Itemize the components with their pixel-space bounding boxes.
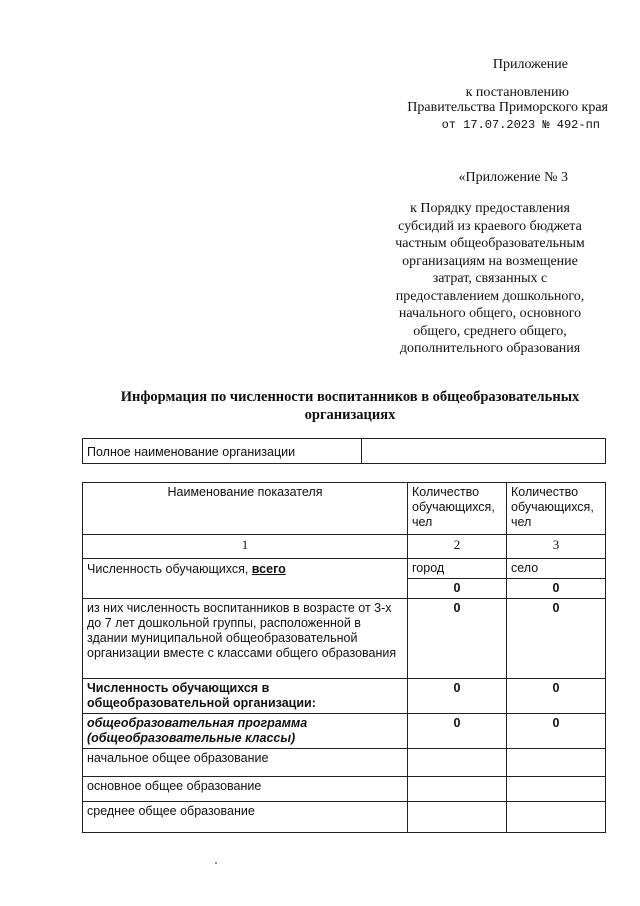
column-number-2: 2	[408, 535, 507, 559]
organization-table	[82, 438, 606, 464]
appendix-3-line: субсидий из краевого бюджета	[398, 218, 582, 234]
row-general-org-label: Численность обучающихся в общеобразовательной организации:	[83, 679, 408, 714]
appendix-3-title: «Приложение № 3	[458, 170, 568, 185]
appendix-3-line: предоставлением дошкольного,	[395, 288, 585, 304]
row-basic-village[interactable]	[507, 777, 606, 802]
government-name: Правительства Приморского края	[407, 100, 608, 115]
appendix-3-line: дополнительного образования	[399, 341, 581, 356]
organization-name-label: Полное наименование организации	[83, 439, 362, 464]
row-basic-city[interactable]	[408, 777, 507, 802]
row-secondary-city[interactable]	[408, 802, 507, 833]
row-total-village-value: 0	[507, 579, 606, 599]
document-title-line: организациях	[304, 407, 396, 423]
row-total-village: село	[507, 559, 606, 579]
appendix-3-line: организациям на возмещение	[402, 253, 578, 269]
row-secondary-label: среднее общее образование	[83, 802, 408, 833]
appendix-3-line: начального общего, основного	[398, 306, 582, 321]
column-number-1: 1	[83, 535, 408, 559]
appendix-3-line: затрат, связанных с	[432, 271, 548, 286]
decree-reference: к постановлению	[465, 85, 569, 100]
appendix-3-line: общего, среднего общего,	[413, 323, 567, 339]
document-title-line: Информация по численности воспитанников в общеобразовательных	[120, 389, 580, 405]
appendix-3-description	[380, 200, 600, 358]
appendix-label: Приложение	[492, 57, 568, 72]
row-primary-village[interactable]	[507, 749, 606, 777]
row-total-label-emphasis: всего	[251, 562, 286, 576]
row-total-label-prefix: Численность обучающихся,	[87, 562, 252, 576]
appendix-3-line: частным общеобразовательным	[395, 236, 585, 251]
row-secondary-village[interactable]	[507, 802, 606, 833]
row-preschool-label: из них численность воспитанников в возрасте от 3-х до 7 лет дошкольной группы, расположенной в здании муниципальной общеобразовательной организации вместе с классами общего образования	[83, 599, 408, 679]
row-total-city-value: 0	[408, 579, 507, 599]
header-indicator: Наименование показателя	[83, 483, 408, 535]
row-primary-city[interactable]	[408, 749, 507, 777]
row-program-village: 0	[507, 714, 606, 749]
row-general-org-city: 0	[408, 679, 507, 714]
row-primary-label: начальное общее образование	[83, 749, 408, 777]
row-preschool-city: 0	[408, 599, 507, 679]
decree-date-number: от 17.07.2023 № 492-пп	[441, 118, 600, 132]
indicators-table	[82, 482, 606, 833]
row-program-label: общеобразовательная программа (общеобразовательные классы)	[83, 714, 408, 749]
row-general-org-village: 0	[507, 679, 606, 714]
scan-speck	[215, 862, 217, 864]
row-total-label	[83, 559, 408, 599]
organization-name-value[interactable]	[362, 439, 606, 464]
row-preschool-village: 0	[507, 599, 606, 679]
appendix-3-line: к Порядку предоставления	[410, 201, 570, 216]
row-basic-label: основное общее образование	[83, 777, 408, 802]
row-program-city: 0	[408, 714, 507, 749]
header-col-2: Количество обучающихся, чел	[408, 483, 507, 535]
row-total-city: город	[408, 559, 507, 579]
column-number-3: 3	[507, 535, 606, 559]
header-col-3: Количество обучающихся, чел	[507, 483, 606, 535]
document-title	[60, 388, 640, 424]
